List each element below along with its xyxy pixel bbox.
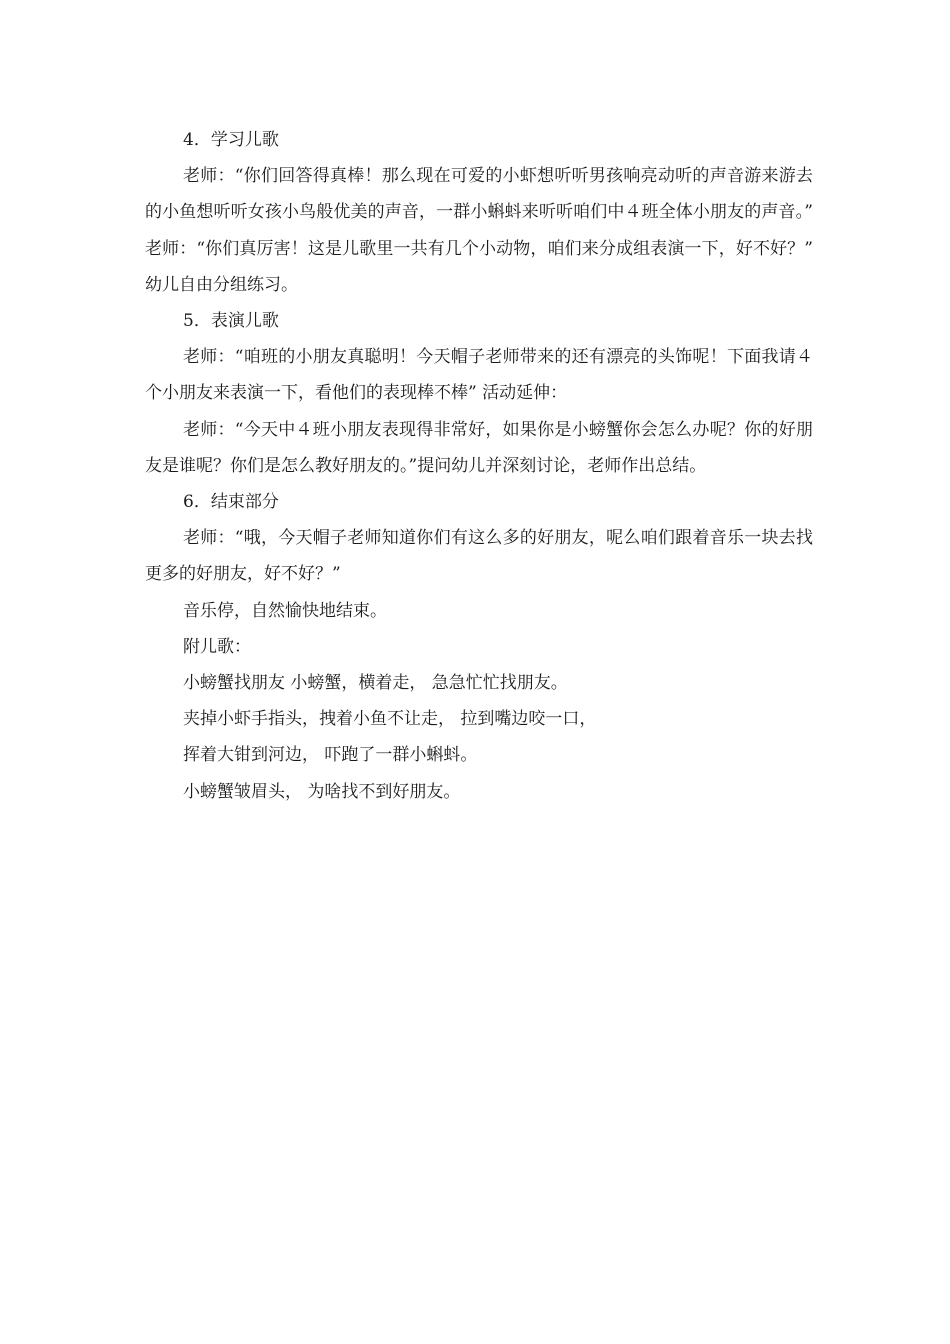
song-line-1: 小螃蟹找朋友 小螃蟹，横着走， 急急忙忙找朋友。 [183,673,568,694]
paragraph-teacher-question: 老师：“今天中４班小朋友表现得非常好，如果你是小螃蟹你会怎么办呢？你的好朋友是谁呢？你们是怎么教好朋友的。”提问幼儿并深刻讨论，老师作出总结。 [145,419,813,476]
song-line-2: 夹掉小虾手指头，拽着小鱼不让走， 拉到嘴边咬一口， [183,709,597,730]
song-heading: 附儿歌： [183,636,251,657]
section-heading-ending: 6．结束部分 [183,492,279,513]
document-body [145,122,813,810]
section-heading-perform-song: 5．表演儿歌 [183,311,279,332]
song-line-3: 挥着大钳到河边， 吓跑了一群小蝌蚪。 [183,745,478,766]
paragraph-teacher-praise: 老师：“你们回答得真棒！那么现在可爱的小虾想听听男孩响亮动听的声音游来游去的小鱼想听听女孩小鸟般优美的声音，一群小蝌蚪来听听咱们中４班全体小朋友的声音。” 老师：“你们真厉害！这是儿歌里一共有几个小动物，咱们来分成组表演一下，好不好？” 幼儿自由分组练习。 [145,166,813,295]
song-line-4: 小螃蟹皱眉头， 为啥找不到好朋友。 [183,781,461,802]
paragraph-teacher-headwear: 老师：“咱班的小朋友真聪明！今天帽子老师带来的还有漂亮的头饰呢！下面我请４个小朋友来表演一下，看他们的表现棒不棒” 活动延伸： [145,347,813,404]
section-heading-learn-song: 4．学习儿歌 [183,130,279,150]
paragraph-teacher-ending: 老师：“哦，今天帽子老师知道你们有这么多的好朋友，呢么咱们跟着音乐一块去找更多的好朋友，好不好？” [145,528,813,585]
paragraph-music-stop: 音乐停，自然愉快地结束。 [183,600,387,621]
